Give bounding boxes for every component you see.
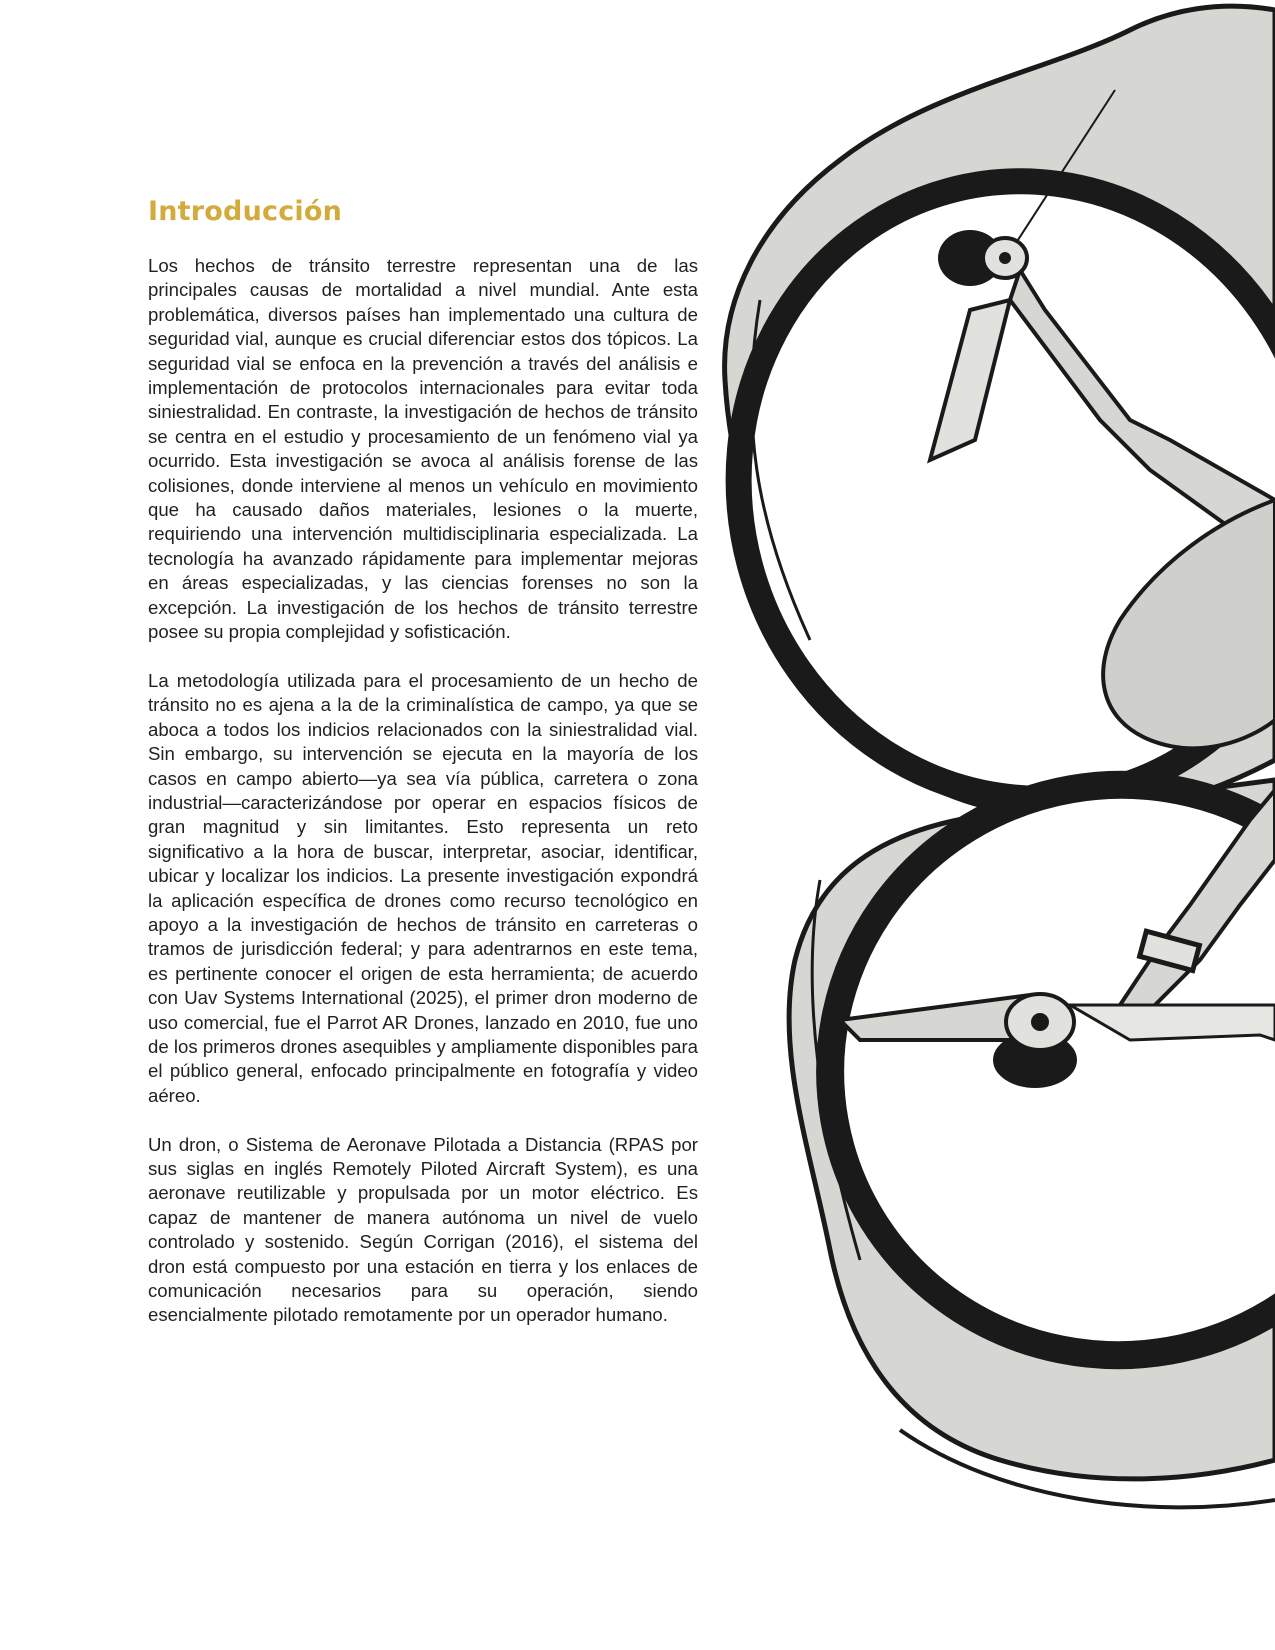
body-text [148, 254, 698, 1352]
paragraph: Los hechos de tránsito terrestre representan una de las principales causas de mortalidad a nivel mundial. Ante esta problemática, diversos países han implementado una cultura de seguridad vial, aunque es crucial diferenciar estos dos tópicos. La seguridad vial se enfoca en la prevención a través del análisis e implementación de protocolos internacionales para evitar toda siniestralidad. En contraste, la investigación de hechos de tránsito se centra en el estudio y procesamiento de un fenómeno vial ya ocurrido. Esta investigación se avoca al análisis forense de las colisiones, donde interviene al menos un vehículo en movimiento que ha causado daños materiales, lesiones o la muerte, requiriendo una intervención multidisciplinaria especializada. La tecnología ha avanzado rápidamente para implementar mejoras en áreas especializadas, y las ciencias forenses no son la excepción. La investigación de los hechos de tránsito terrestre posee su propia complejidad y sofisticación. [148, 255, 698, 643]
paragraph: Un dron, o Sistema de Aeronave Pilotada a Distancia (RPAS por sus siglas en inglés Remotely Piloted Aircraft System), es una aeronave reutilizable y propulsada por un motor eléctrico. Es capaz de mantener de manera autónoma un nivel de vuelo controlado y sostenido. Según Corrigan (2016), el sistema del dron está compuesto por una estación en tierra y los enlaces de comunicación necesarios para su operación, siendo esencialmente pilotado remotamente por un operador humano. [148, 1133, 698, 1326]
paragraph: La metodología utilizada para el procesamiento de un hecho de tránsito no es ajena a la de la criminalística de campo, ya que se aboca a todos los indicios relacionados con la siniestralidad vial. Sin embargo, su intervención se ejecuta en la mayoría de los casos en campo abierto—ya sea vía pública, carretera o zona industrial—caracterizándose por operar en espacios físicos de gran magnitud y sin limitantes. Esto representa un reto significativo a la hora de buscar, interpretar, asociar, identificar, ubicar y localizar los indicios. La presente investigación expondrá la aplicación específica de drones como recurso tecnológico en apoyo a la investigación de hechos de tránsito en carreteras o tramos de jurisdicción federal; y para adentrarnos en este tema, es pertinente conocer el origen de esta herramienta; de acuerdo con Uav Systems International (2025), el primer dron moderno de uso comercial, fue el Parrot AR Drones, lanzado en 2010, fue uno de los primeros drones asequibles y ampliamente disponibles para el público general, enfocado principalmente en fotografía y video aéreo. [148, 669, 698, 1106]
drone-icon [700, 0, 1275, 1650]
section-title: Introducción [148, 196, 343, 227]
drone-sketch-illustration [700, 0, 1275, 1650]
